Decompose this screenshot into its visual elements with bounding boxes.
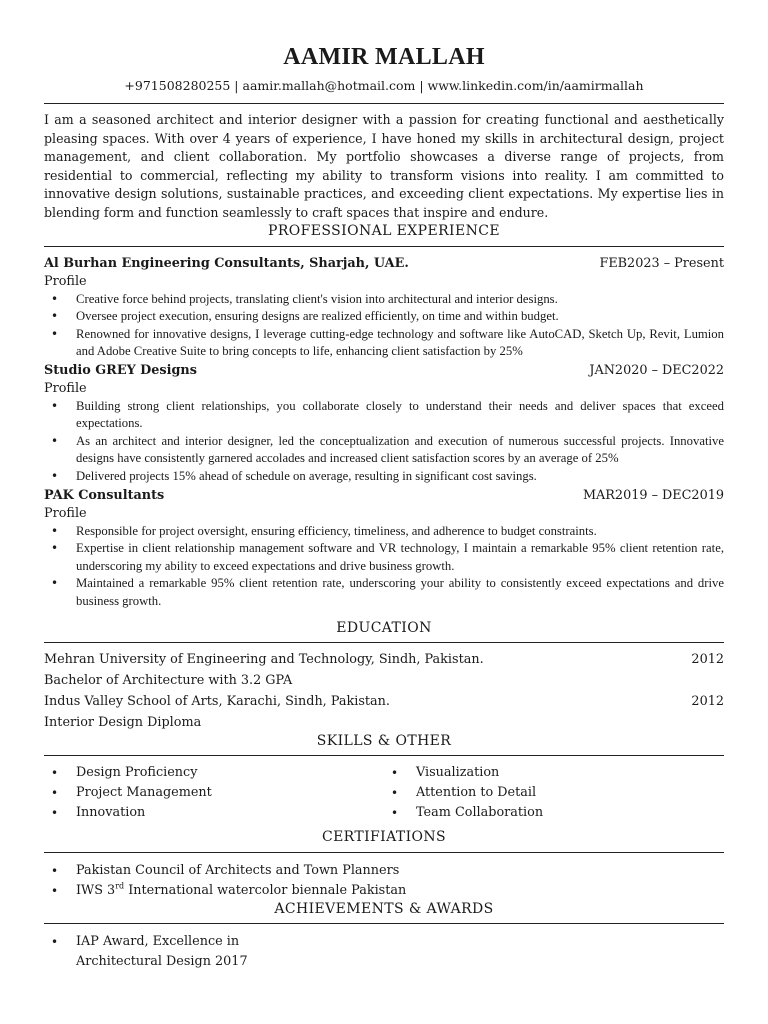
achievements-divider <box>44 923 724 924</box>
skill-item: • Team Collaboration <box>416 803 724 823</box>
job-company: Al Burhan Engineering Consultants, Sharjah, UAE. <box>44 256 409 271</box>
job-bullet: • Renowned for innovative designs, I leverage cutting-edge technology and software like AutoCAD, Sketch Up, Revit, Lumion and Adobe Creative Suite to bring concepts to life, enhancing client satisfaction by 25% <box>76 326 724 361</box>
job-bullet: • Oversee project execution, ensuring designs are realized efficiently, on time and within budget. <box>76 308 724 325</box>
education-degree: Interior Design Diploma <box>44 715 202 730</box>
achievement-item: • IAP Award, Excellence in Architectural Design 2017 <box>76 932 724 972</box>
skills-column-left <box>44 763 384 823</box>
skill-item: • Visualization <box>416 763 724 783</box>
certification-item: • IWS 3rd International watercolor biennale Pakistan <box>76 881 724 901</box>
skill-item: • Design Proficiency <box>76 763 384 783</box>
job-role: Profile <box>44 274 87 289</box>
education-school: Mehran University of Engineering and Technology, Sindh, Pakistan. <box>44 652 484 667</box>
header-divider <box>44 103 724 104</box>
education-year: 2012 <box>691 652 724 667</box>
education-year: 2012 <box>691 694 724 709</box>
job-dates: JAN2020 – DEC2022 <box>589 363 724 378</box>
skill-item: • Innovation <box>76 803 384 823</box>
professional-summary: I am a seasoned architect and interior designer with a passion for creating functional and aesthetically pleasing spaces. With over 4 years of experience, I have honed my skills in architectural design, project management, and client collaboration. My portfolio showcases a diverse range of projects, from residential to commercial, reflecting my ability to transform visions into reality. I am committed to innovative design solutions, sustainable practices, and exceeding client expectations. My expertise lies in blending form and function seamlessly to craft spaces that inspire and endure. <box>44 112 724 220</box>
skills-section-title: SKILLS & OTHER <box>316 733 452 749</box>
skill-item: • Project Management <box>76 783 384 803</box>
education-divider <box>44 642 724 643</box>
job-dates: MAR2019 – DEC2019 <box>582 488 724 503</box>
job-company: PAK Consultants <box>44 488 165 503</box>
education-school: Indus Valley School of Arts, Karachi, Sindh, Pakistan. <box>44 694 390 709</box>
job-bullet: • Creative force behind projects, translating client's vision into architectural and interior designs. <box>76 291 724 308</box>
job-header <box>44 254 724 273</box>
job-entry <box>44 361 724 485</box>
job-bullet: • As an architect and interior designer, led the conceptualization and execution of numerous successful projects. Innovative designs have consistently garnered accolades and increased client satisfaction scores by an average of 25% <box>76 433 724 468</box>
skills-grid <box>44 763 724 823</box>
skills-column-right <box>384 763 724 823</box>
job-entry <box>44 254 724 361</box>
job-role: Profile <box>44 381 87 396</box>
certifications-divider <box>44 852 724 853</box>
job-header <box>44 486 724 505</box>
education-degree: Bachelor of Architecture with 3.2 GPA <box>44 673 293 688</box>
job-bullet: • Maintained a remarkable 95% client retention rate, underscoring your ability to consistently exceed expectations and drive business growth. <box>76 575 724 610</box>
job-bullets <box>44 523 724 610</box>
experience-divider <box>44 246 724 247</box>
job-bullets <box>44 398 724 485</box>
job-dates: FEB2023 – Present <box>599 256 724 271</box>
job-role: Profile <box>44 506 87 521</box>
job-bullet: • Delivered projects 15% ahead of schedule on average, resulting in significant cost savings. <box>76 468 724 485</box>
education-section-title: EDUCATION <box>336 620 432 636</box>
certifications-list <box>44 861 724 901</box>
contact-line: +971508280255 | aamir.mallah@hotmail.com | www.linkedin.com/in/aamirmallah <box>124 78 644 93</box>
skills-divider <box>44 755 724 756</box>
job-bullet: • Building strong client relationships, you collaborate closely to understand their needs and deliver spaces that exceed expectations. <box>76 398 724 433</box>
job-entry <box>44 486 724 610</box>
job-company: Studio GREY Designs <box>44 363 197 378</box>
job-bullets <box>44 291 724 361</box>
experience-section-title: PROFESSIONAL EXPERIENCE <box>268 223 500 239</box>
achievements-section-title: ACHIEVEMENTS & AWARDS <box>274 901 494 917</box>
job-bullet: • Responsible for project oversight, ensuring efficiency, timeliness, and adherence to budget constraints. <box>76 523 724 540</box>
achievements-list <box>44 932 724 972</box>
certifications-section-title: CERTIFIATIONS <box>321 829 447 845</box>
job-header <box>44 361 724 380</box>
candidate-name: AAMIR MALLAH <box>283 44 485 70</box>
job-bullet: • Expertise in client relationship management software and VR technology, I maintain a remarkable 95% client retention rate, underscoring my ability to exceed expectations and drive business growth. <box>76 540 724 575</box>
certification-item: • Pakistan Council of Architects and Town Planners <box>76 861 724 881</box>
education-entry <box>44 649 724 670</box>
education-entry <box>44 691 724 712</box>
education-list <box>44 649 724 733</box>
skill-item: • Attention to Detail <box>416 783 724 803</box>
